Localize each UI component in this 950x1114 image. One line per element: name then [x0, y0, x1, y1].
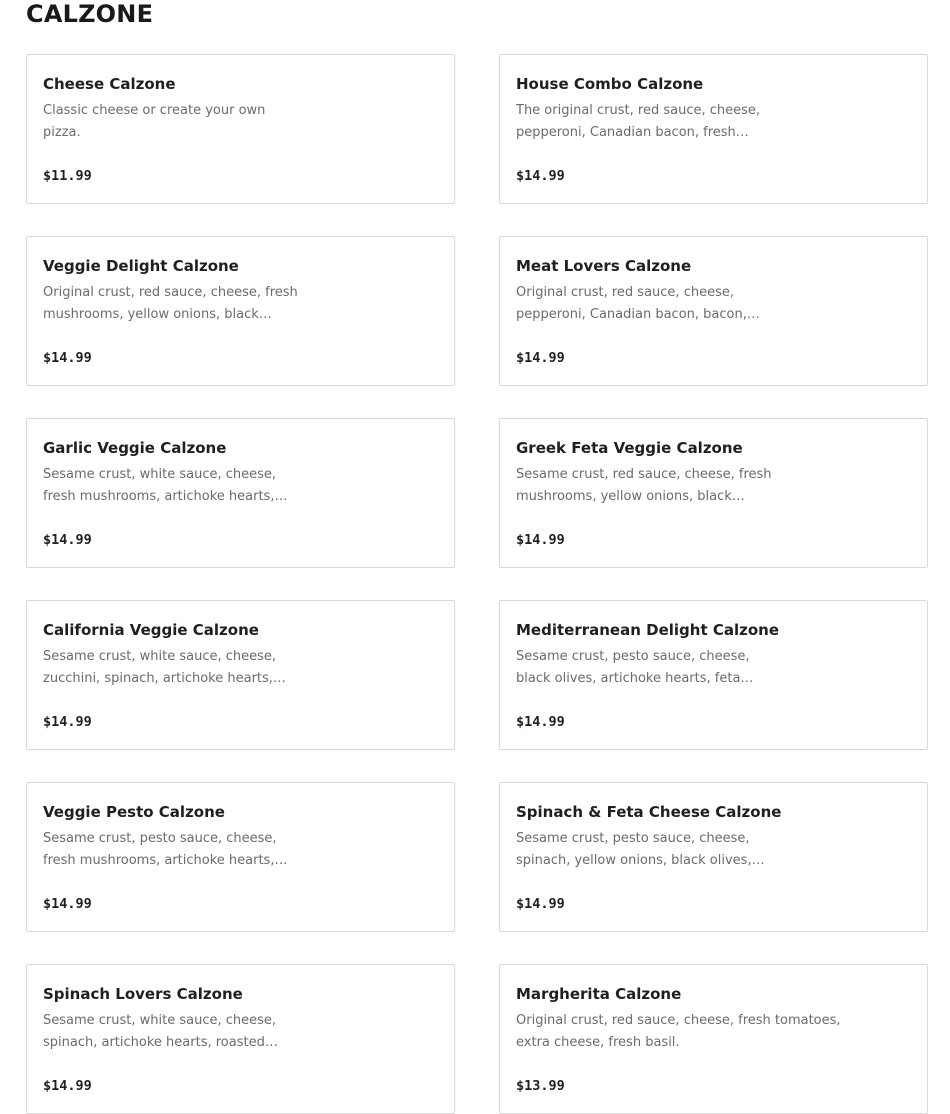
- menu-item-card[interactable]: [499, 54, 928, 204]
- menu-item-price: $14.99: [516, 896, 565, 912]
- menu-item-card[interactable]: [499, 418, 928, 568]
- menu-item-price: $14.99: [516, 714, 565, 730]
- menu-item-card[interactable]: [499, 964, 928, 1114]
- menu-item-name: Spinach Lovers Calzone: [43, 985, 243, 1003]
- menu-item-card[interactable]: [26, 964, 455, 1114]
- menu-item-name: Cheese Calzone: [43, 75, 176, 93]
- menu-item-price: $14.99: [516, 350, 565, 366]
- menu-item-name: California Veggie Calzone: [43, 621, 259, 639]
- menu-item-price: $14.99: [516, 532, 565, 548]
- menu-item-card[interactable]: [499, 236, 928, 386]
- menu-item-card[interactable]: [499, 782, 928, 932]
- menu-item-price: $14.99: [43, 714, 92, 730]
- menu-item-description: Sesame crust, white sauce, cheese, zucchini, spinach, artichoke hearts,…: [43, 649, 286, 686]
- menu-item-description: Sesame crust, red sauce, cheese, fresh mushrooms, yellow onions, black…: [516, 467, 772, 504]
- menu-item-card[interactable]: [26, 236, 455, 386]
- menu-item-card[interactable]: [26, 54, 455, 204]
- menu-item-description: Sesame crust, white sauce, cheese, fresh mushrooms, artichoke hearts,…: [43, 467, 288, 504]
- menu-item-card[interactable]: [26, 418, 455, 568]
- menu-item-description: Sesame crust, pesto sauce, cheese, spinach, yellow onions, black olives,…: [516, 831, 765, 868]
- menu-item-card[interactable]: [499, 600, 928, 750]
- menu-item-name: Garlic Veggie Calzone: [43, 439, 227, 457]
- menu-item-price: $14.99: [43, 350, 92, 366]
- menu-item-name: Spinach & Feta Cheese Calzone: [516, 803, 782, 821]
- menu-item-description: Sesame crust, pesto sauce, cheese, black olives, artichoke hearts, feta…: [516, 649, 754, 686]
- menu-item-name: Veggie Pesto Calzone: [43, 803, 225, 821]
- menu-items-grid: [26, 54, 928, 1114]
- menu-item-name: Meat Lovers Calzone: [516, 257, 692, 275]
- menu-item-description: Sesame crust, pesto sauce, cheese, fresh mushrooms, artichoke hearts,…: [43, 831, 288, 868]
- menu-item-card[interactable]: [26, 600, 455, 750]
- menu-item-price: $11.99: [43, 168, 92, 184]
- menu-item-description: Original crust, red sauce, cheese, fresh tomatoes, extra cheese, fresh basil.: [516, 1013, 841, 1050]
- menu-item-price: $13.99: [516, 1078, 565, 1094]
- menu-item-price: $14.99: [43, 532, 92, 548]
- menu-item-name: Veggie Delight Calzone: [43, 257, 239, 275]
- menu-item-price: $14.99: [43, 896, 92, 912]
- menu-item-description: Classic cheese or create your own pizza.: [43, 103, 266, 140]
- menu-item-description: Original crust, red sauce, cheese, fresh mushrooms, yellow onions, black…: [43, 285, 298, 322]
- menu-item-name: House Combo Calzone: [516, 75, 704, 93]
- menu-item-name: Mediterranean Delight Calzone: [516, 621, 779, 639]
- menu-item-name: Margherita Calzone: [516, 985, 682, 1003]
- menu-item-description: Sesame crust, white sauce, cheese, spinach, artichoke hearts, roasted…: [43, 1013, 278, 1050]
- section-title: CALZONE: [26, 0, 154, 28]
- menu-item-description: Original crust, red sauce, cheese, pepperoni, Canadian bacon, bacon,…: [516, 285, 760, 322]
- menu-item-description: The original crust, red sauce, cheese, pepperoni, Canadian bacon, fresh…: [516, 103, 761, 140]
- menu-item-price: $14.99: [516, 168, 565, 184]
- menu-item-price: $14.99: [43, 1078, 92, 1094]
- menu-item-name: Greek Feta Veggie Calzone: [516, 439, 743, 457]
- menu-item-card[interactable]: [26, 782, 455, 932]
